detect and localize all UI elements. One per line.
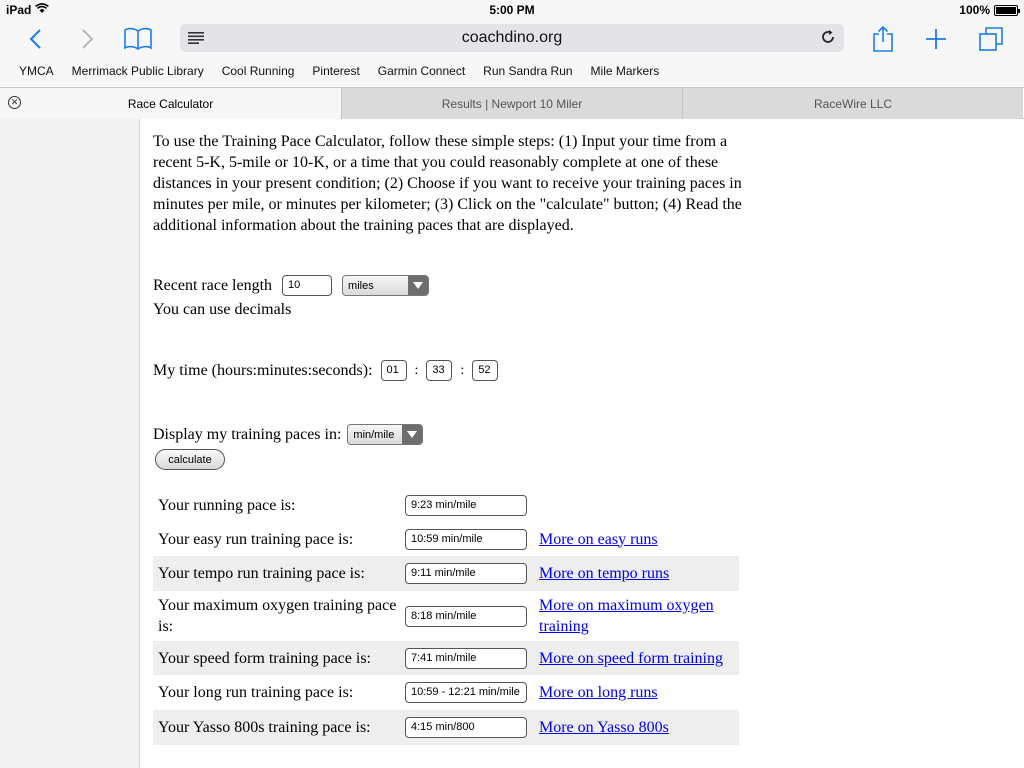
race-unit-value: miles bbox=[348, 279, 374, 292]
battery-icon bbox=[994, 5, 1018, 16]
result-value-field[interactable]: 9:23 min/mile bbox=[405, 495, 527, 516]
result-more-link[interactable]: More on speed form training bbox=[539, 649, 723, 667]
tabs-button[interactable] bbox=[976, 24, 1006, 54]
result-label: Your long run training pace is: bbox=[158, 684, 354, 701]
time-row bbox=[153, 360, 498, 381]
bookmark-item[interactable]: Merrimack Public Library bbox=[71, 64, 204, 78]
forward-button[interactable] bbox=[73, 24, 103, 54]
status-right bbox=[959, 3, 1018, 17]
time-separator: : bbox=[414, 362, 419, 378]
result-label: Your Yasso 800s training pace is: bbox=[158, 719, 371, 736]
minutes-input[interactable]: 33 bbox=[426, 360, 452, 381]
bookmark-item[interactable]: Run Sandra Run bbox=[483, 64, 573, 78]
share-icon bbox=[872, 25, 894, 53]
result-value-cell bbox=[405, 529, 539, 550]
results-row bbox=[153, 488, 739, 522]
bookmark-item[interactable]: Garmin Connect bbox=[377, 64, 466, 78]
result-more-link[interactable]: More on tempo runs bbox=[539, 565, 670, 582]
chevron-right-icon bbox=[81, 28, 95, 50]
result-more-link[interactable]: More on Yasso 800s bbox=[539, 719, 669, 736]
bookmark-item[interactable]: YMCA bbox=[19, 64, 54, 78]
chevron-left-icon bbox=[28, 28, 42, 50]
result-value-cell bbox=[405, 606, 539, 627]
display-label: Display my training paces in: bbox=[153, 425, 342, 443]
result-value-cell bbox=[405, 682, 539, 703]
result-label: Your running pace is: bbox=[158, 496, 296, 514]
time-label: My time (hours:minutes:seconds): bbox=[153, 361, 373, 379]
battery-percent: 100% bbox=[959, 3, 990, 17]
status-time: 5:00 PM bbox=[489, 3, 535, 17]
result-value-cell bbox=[405, 648, 539, 669]
results-row bbox=[153, 522, 739, 556]
decimals-note bbox=[153, 301, 291, 319]
close-icon[interactable]: ✕ bbox=[8, 96, 21, 109]
bookmarks-button[interactable] bbox=[123, 24, 153, 54]
result-more-link[interactable]: More on easy runs bbox=[539, 530, 658, 548]
pace-unit-value: min/mile bbox=[353, 428, 395, 441]
result-value-cell bbox=[405, 563, 539, 584]
instructions-text: To use the Training Pace Calculator, follow these simple steps: (1) Input your time from a recent 5-K, 5-mile or 10-K, or a time that you could reasonably complete at one of these distances in your present condition; (2) Choose if you want to receive your training paces in minutes per mile, or minutes per kilometer; (3) Click on the "calculate" button; (4) Read the additional information about the training paces that are displayed. bbox=[153, 133, 742, 234]
share-button[interactable] bbox=[868, 24, 898, 54]
tab-newport-results[interactable] bbox=[341, 88, 682, 119]
plus-icon bbox=[925, 28, 947, 50]
chevron-down-icon bbox=[402, 425, 422, 444]
pace-unit-select[interactable] bbox=[347, 424, 423, 445]
tab-label: Race Calculator bbox=[127, 96, 214, 111]
browser-toolbar bbox=[0, 20, 1024, 60]
results-row bbox=[153, 591, 739, 641]
page-content bbox=[140, 119, 1024, 768]
result-label: Your speed form training pace is: bbox=[158, 649, 371, 667]
race-unit-select[interactable] bbox=[342, 275, 429, 296]
race-length-label: Recent race length bbox=[153, 276, 273, 294]
page-sidebar bbox=[0, 119, 140, 768]
result-value-field[interactable]: 10:59 min/mile bbox=[405, 529, 527, 550]
tab-label: RaceWire LLC bbox=[813, 96, 893, 111]
race-length-input[interactable]: 10 bbox=[282, 275, 332, 296]
result-value-cell bbox=[405, 495, 539, 516]
tab-label: Results | Newport 10 Miler bbox=[441, 96, 583, 111]
chevron-down-icon bbox=[408, 276, 428, 295]
device-label: iPad bbox=[6, 3, 32, 17]
result-value-field[interactable]: 9:11 min/mile bbox=[405, 563, 527, 584]
decimals-note-text: You can use decimals bbox=[153, 301, 292, 318]
result-value-field[interactable]: 4:15 min/800 bbox=[405, 717, 527, 738]
tab-bar bbox=[0, 87, 1024, 119]
race-length-row bbox=[153, 275, 429, 296]
result-value-field[interactable]: 7:41 min/mile bbox=[405, 648, 527, 669]
results-row bbox=[153, 641, 739, 675]
result-label: Your easy run training pace is: bbox=[158, 530, 354, 548]
address-bar[interactable] bbox=[180, 24, 844, 52]
result-label: Your tempo run training pace is: bbox=[158, 565, 365, 582]
result-more-link[interactable]: More on maximum oxygen training bbox=[539, 597, 714, 635]
bookmark-item[interactable]: Cool Running bbox=[221, 64, 295, 78]
result-value-cell bbox=[405, 717, 539, 738]
result-value-field[interactable]: 8:18 min/mile bbox=[405, 606, 527, 627]
tabs-icon bbox=[978, 26, 1004, 52]
hours-input[interactable]: 01 bbox=[381, 360, 407, 381]
results-row bbox=[153, 556, 739, 591]
calculate-button[interactable]: calculate bbox=[155, 449, 225, 470]
seconds-input[interactable]: 52 bbox=[472, 360, 498, 381]
status-bar bbox=[0, 0, 1024, 20]
tab-race-calculator[interactable] bbox=[0, 88, 341, 119]
results-table bbox=[153, 488, 739, 745]
tab-racewire[interactable] bbox=[682, 88, 1023, 119]
bookmark-item[interactable]: Mile Markers bbox=[590, 64, 660, 78]
time-separator: : bbox=[460, 362, 465, 378]
url-text: coachdino.org bbox=[461, 29, 563, 46]
display-row bbox=[153, 424, 423, 445]
bookmark-item[interactable]: Pinterest bbox=[312, 64, 360, 78]
book-icon bbox=[123, 27, 153, 51]
results-row bbox=[153, 710, 739, 745]
result-more-link[interactable]: More on long runs bbox=[539, 684, 658, 701]
new-tab-button[interactable] bbox=[921, 24, 951, 54]
results-row bbox=[153, 675, 739, 710]
result-value-field[interactable]: 10:59 - 12:21 min/mile bbox=[405, 682, 527, 703]
back-button[interactable] bbox=[20, 24, 50, 54]
bookmarks-bar bbox=[0, 60, 1024, 87]
result-label: Your maximum oxygen training pace is: bbox=[158, 597, 397, 635]
reload-icon[interactable] bbox=[820, 29, 836, 50]
